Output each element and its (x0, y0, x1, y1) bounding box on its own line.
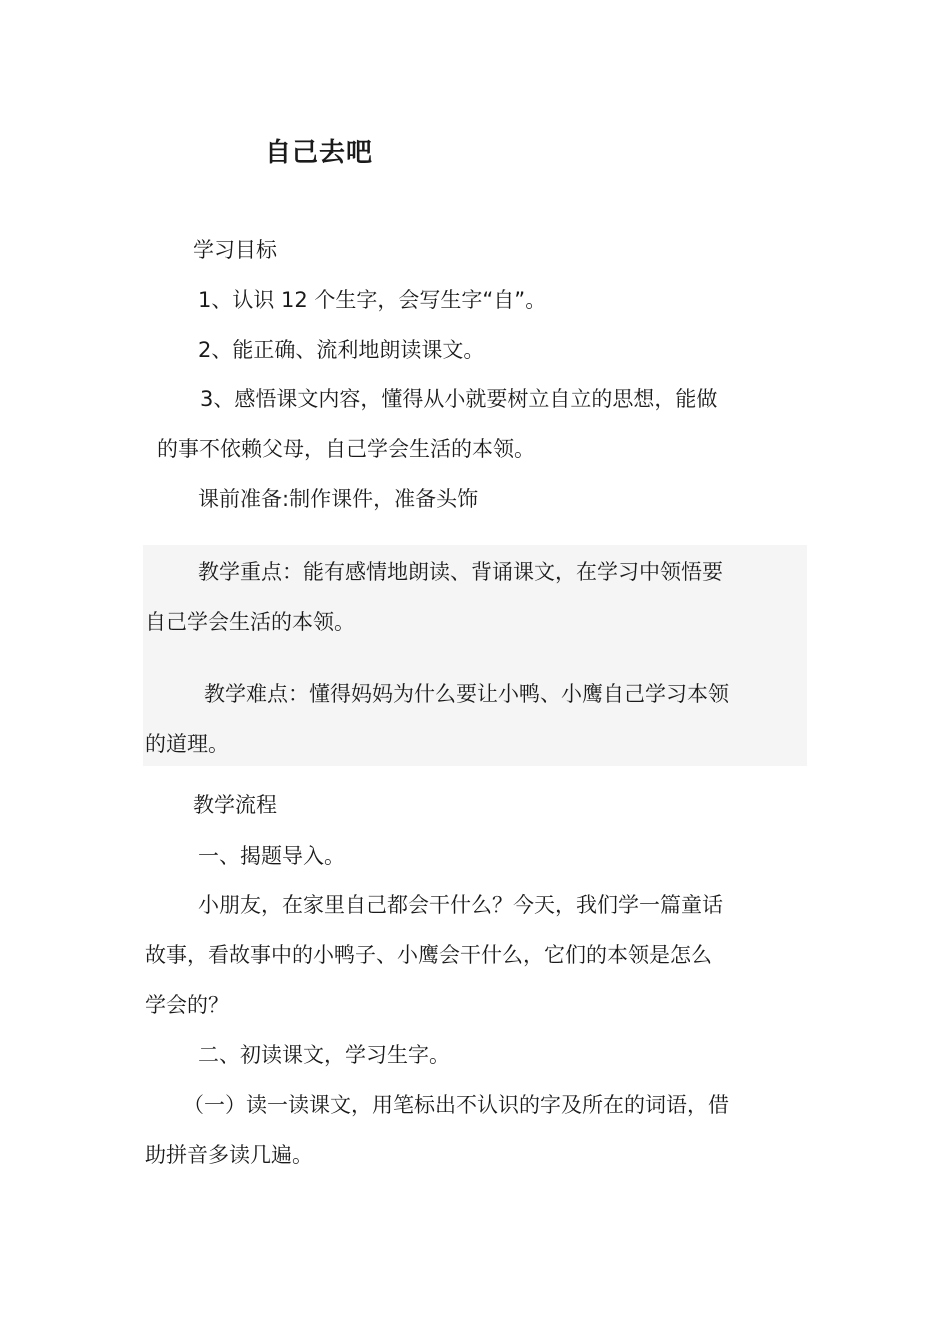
key-points-line-2: 自己学会生活的本领。 (145, 610, 355, 634)
step-1-text-line-1: 小朋友，在家里自己都会干什么？今天，我们学一篇童话 (198, 893, 723, 917)
step-2-sub-1-line-2: 助拼音多读几遍。 (145, 1143, 313, 1167)
step-2-heading: 二、初读课文，学习生字。 (198, 1043, 450, 1067)
step-1-text-line-3: 学会的？ (145, 993, 229, 1017)
document-title: 自己去吧 (265, 138, 374, 168)
objective-item-1: 1、认识 12 个生字，会写生字“自”。 (198, 288, 547, 312)
process-heading: 教学流程 (193, 793, 277, 817)
objective-item-3-line-1: 3、感悟课文内容，懂得从小就要树立自立的思想，能做 (200, 387, 718, 411)
preparation-text: 课前准备:制作课件，准备头饰 (198, 487, 479, 511)
objectives-heading: 学习目标 (193, 238, 277, 262)
difficulties-line-2: 的道理。 (145, 732, 229, 756)
objective-item-3-line-2: 的事不依赖父母，自己学会生活的本领。 (157, 437, 535, 461)
step-2-sub-1-line-1: （一）读一读课文，用笔标出不认识的字及所在的词语，借 (183, 1093, 729, 1117)
difficulties-line-1: 教学难点：懂得妈妈为什么要让小鸭、小鹰自己学习本领 (204, 682, 729, 706)
key-points-line-1: 教学重点：能有感情地朗读、背诵课文，在学习中领悟要 (198, 560, 723, 584)
objective-item-2: 2、能正确、流利地朗读课文。 (198, 338, 485, 362)
step-1-heading: 一、揭题导入。 (198, 844, 345, 868)
step-1-text-line-2: 故事，看故事中的小鸭子、小鹰会干什么，它们的本领是怎么 (145, 943, 712, 967)
